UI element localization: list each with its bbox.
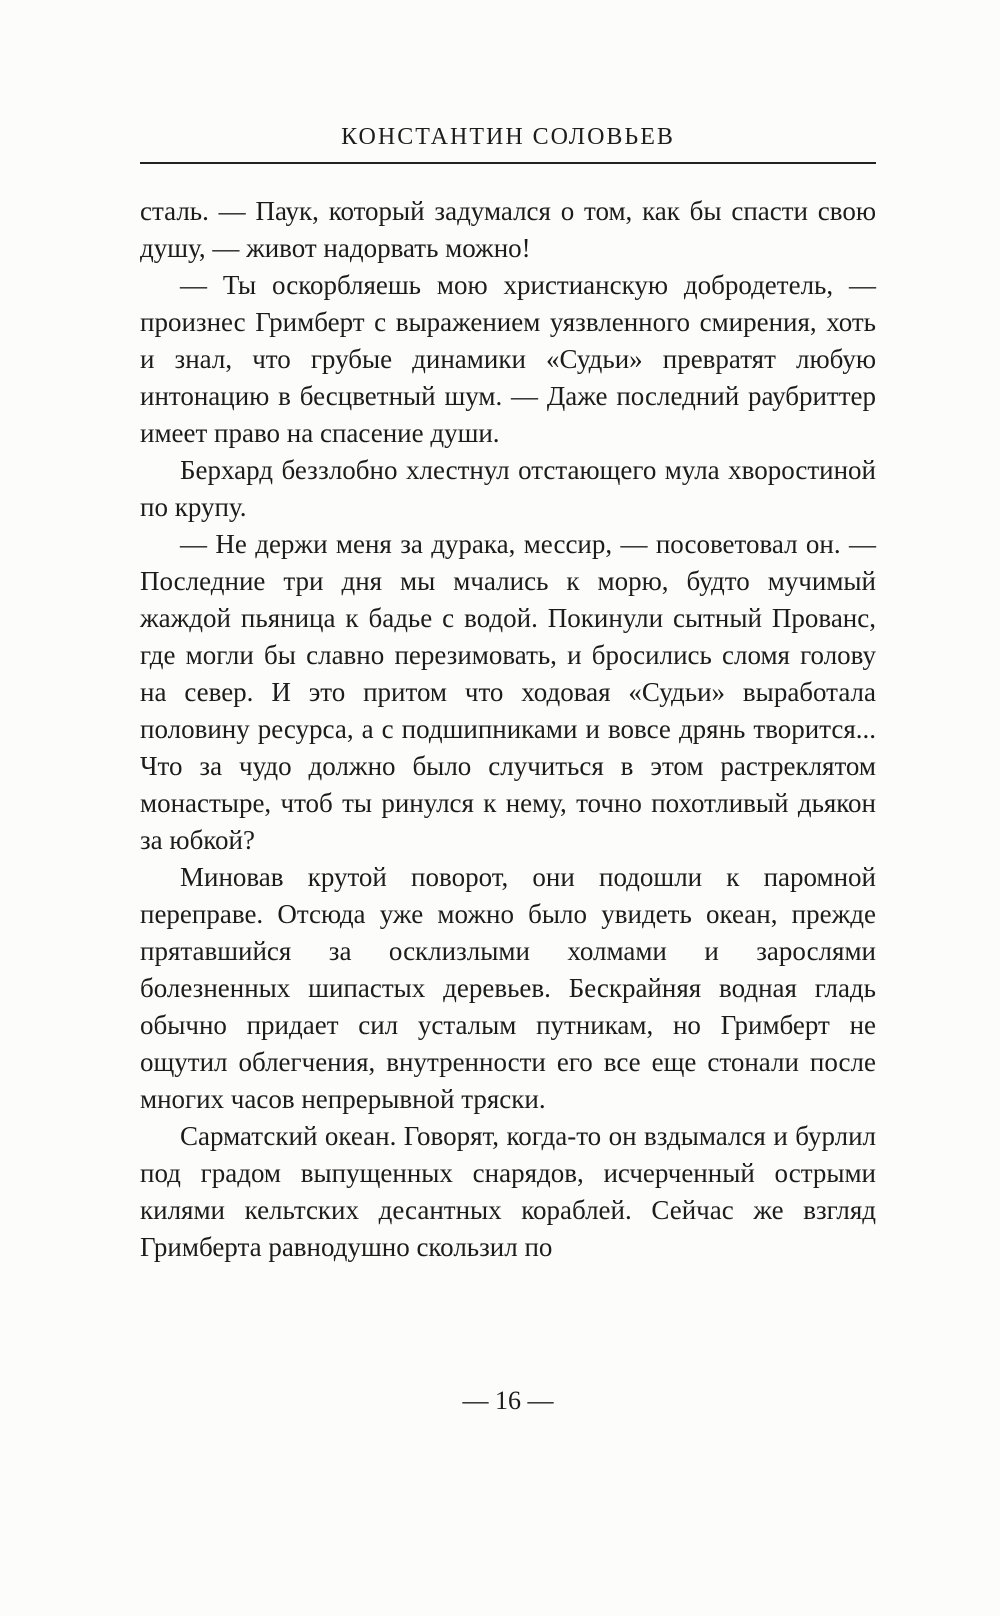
body-paragraph: Сарматский океан. Говорят, когда-то он вздымался и бурлил под градом выпущенных снарядов, исчерченный острыми килями кельтских десантных кораблей. Сейчас же взгляд Гримберта равнодушно скользил по: [140, 1121, 876, 1262]
body-paragraph: Берхард беззлобно хлестнул отстающего мула хворостиной по крупу.: [140, 455, 876, 522]
body-paragraph: сталь. — Паук, который задумался о том, как бы спасти свою душу, — живот надорвать можно!: [140, 196, 876, 263]
header-rule: [140, 162, 876, 164]
page-footer: [140, 1386, 876, 1416]
page-number: — 16 —: [462, 1386, 554, 1415]
running-header-title: КОНСТАНТИН СОЛОВЬЕВ: [341, 124, 675, 150]
body-paragraph: Миновав крутой поворот, они подошли к паромной переправе. Отсюда уже можно было увидеть океан, прежде прятавшийся за осклизлыми холмами и зарослями болезненных шипастых деревьев. Бескрайняя водная гладь обычно придает сил усталым путникам, но Гримберт не ощутил облегчения, внутренности его все еще стонали после многих часов непрерывной тряски.: [140, 862, 876, 1114]
body-paragraph: — Не держи меня за дурака, мессир, — посоветовал он. — Последние три дня мы мчались к морю, будто мучимый жаждой пьяница к бадье с водой. Покинули сытный Прованс, где могли бы славно перезимовать, и бросились сломя голову на север. И это притом что ходовая «Судьи» выработала половину ресурса, а с подшипниками и вовсе дрянь творится... Что за чудо должно было случиться в этом растреклятом монастыре, чтоб ты ринулся к нему, точно похотливый дьякон за юбкой?: [140, 529, 876, 855]
page-body: [140, 193, 876, 1266]
running-header: [140, 0, 876, 164]
body-paragraph: — Ты оскорбляешь мою христианскую добродетель, — произнес Гримберт с выражением уязвленного смирения, хоть и знал, что грубые динамики «Судьи» превратят любую интонацию в бесцветный шум. — Даже последний раубриттер имеет право на спасение души.: [140, 270, 876, 448]
